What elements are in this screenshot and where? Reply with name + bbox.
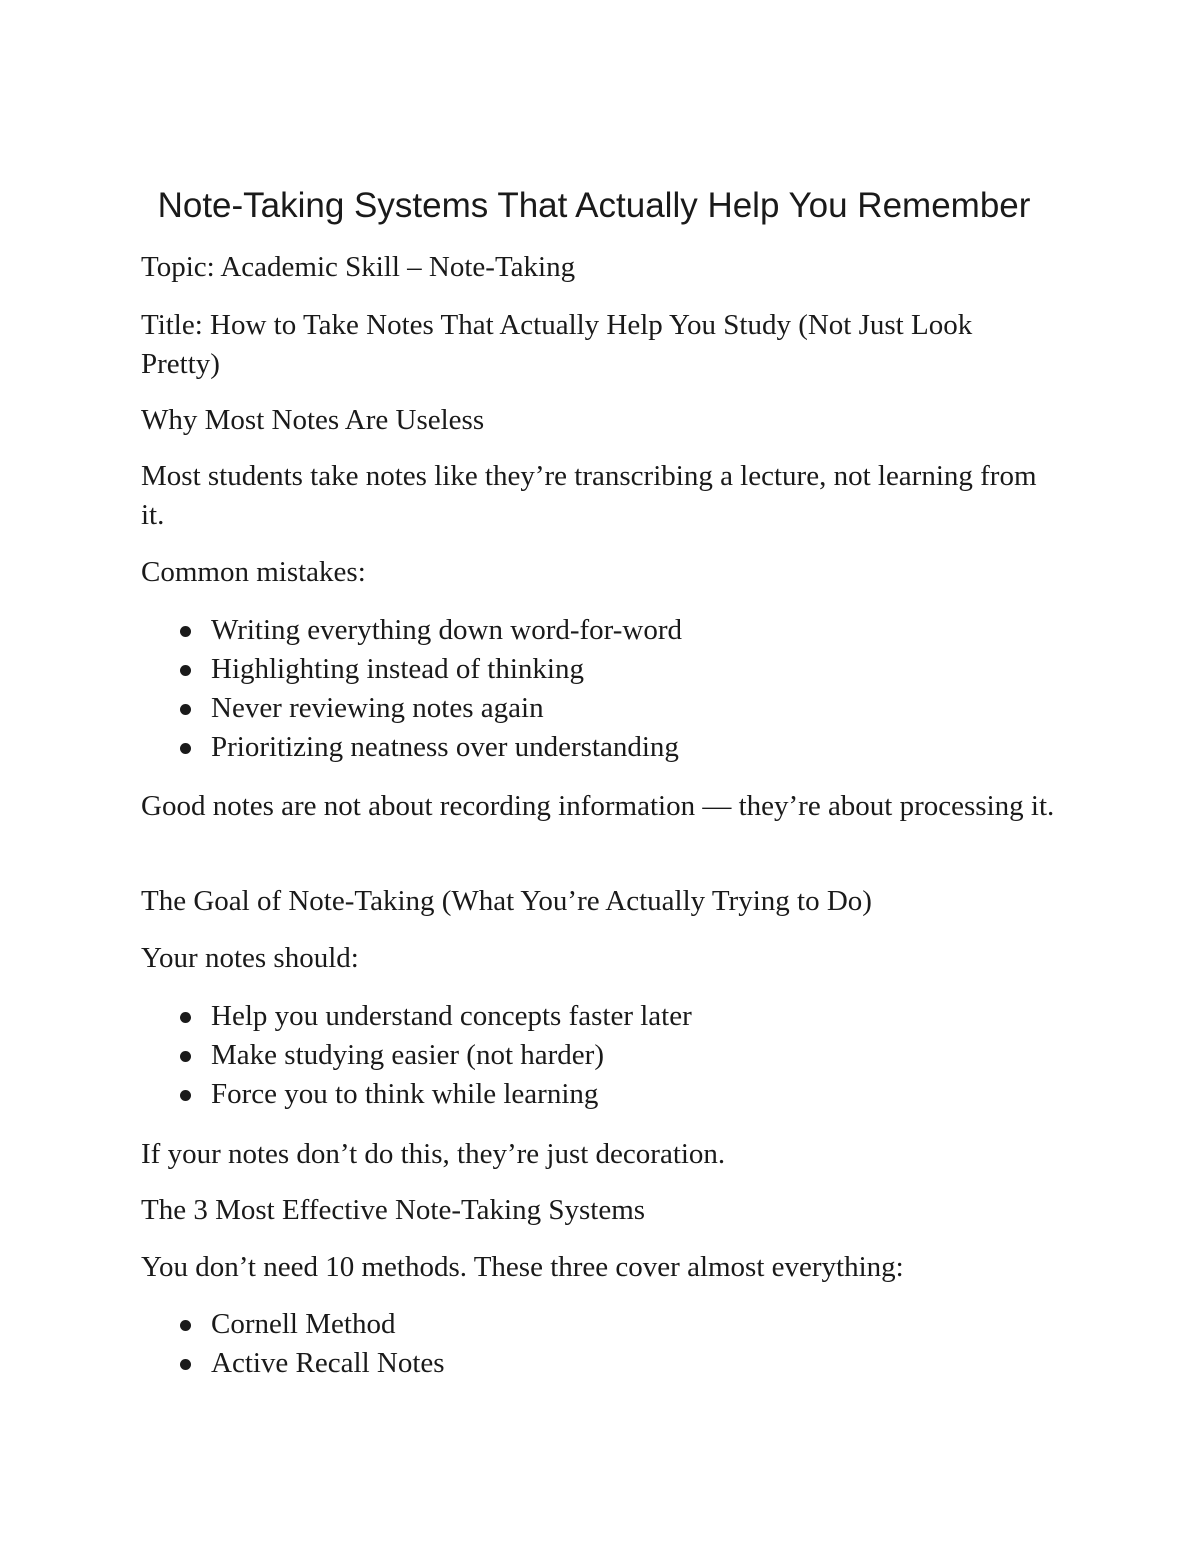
list-item xyxy=(141,728,1056,767)
systems-list xyxy=(141,1305,1056,1383)
section-heading-goal: The Goal of Note-Taking (What You’re Actually Trying to Do) xyxy=(141,885,872,917)
section-heading-why-notes-useless: Why Most Notes Are Useless xyxy=(141,404,485,436)
subtitle-line: Title: How to Take Notes That Actually Help You Study (Not Just Look Pretty) xyxy=(141,309,973,380)
bullet-icon xyxy=(180,1012,191,1023)
document-title: Note-Taking Systems That Actually Help You Remember xyxy=(157,186,1031,225)
list-item xyxy=(141,1344,1056,1383)
list-item-text: Never reviewing notes again xyxy=(211,692,544,724)
list-item-text: Force you to think while learning xyxy=(211,1078,599,1110)
list-item-text: Prioritizing neatness over understanding xyxy=(211,731,679,763)
topic-line: Topic: Academic Skill – Note-Taking xyxy=(141,251,576,283)
list-item-text: Highlighting instead of thinking xyxy=(211,653,584,685)
bullet-icon xyxy=(180,626,191,637)
list-item-text: Help you understand concepts faster later xyxy=(211,1000,692,1032)
bullet-icon xyxy=(180,1359,191,1370)
section-conclusion-paragraph: Good notes are not about recording information — they’re about processing it. xyxy=(141,790,1055,822)
bullet-icon xyxy=(180,665,191,676)
goals-list xyxy=(141,997,1056,1114)
goals-label: Your notes should: xyxy=(141,942,359,974)
bullet-icon xyxy=(180,704,191,715)
list-item-text: Cornell Method xyxy=(211,1308,396,1340)
list-item xyxy=(141,1036,1056,1075)
bullet-icon xyxy=(180,1320,191,1331)
bullet-icon xyxy=(180,1051,191,1062)
goals-conclusion-paragraph: If your notes don’t do this, they’re just decoration. xyxy=(141,1138,726,1170)
list-item xyxy=(141,650,1056,689)
mistakes-list xyxy=(141,611,1056,767)
section-intro-paragraph: Most students take notes like they’re transcribing a lecture, not learning from it. xyxy=(141,460,1037,531)
list-item xyxy=(141,1305,1056,1344)
list-item-text: Make studying easier (not harder) xyxy=(211,1039,604,1071)
list-item-text: Writing everything down word-for-word xyxy=(211,614,682,646)
list-item xyxy=(141,1075,1056,1114)
list-item xyxy=(141,611,1056,650)
list-item xyxy=(141,689,1056,728)
section-heading-systems: The 3 Most Effective Note-Taking Systems xyxy=(141,1194,646,1226)
bullet-icon xyxy=(180,743,191,754)
list-item xyxy=(141,997,1056,1036)
mistakes-label: Common mistakes: xyxy=(141,556,366,588)
bullet-icon xyxy=(180,1090,191,1101)
list-item-text: Active Recall Notes xyxy=(211,1347,445,1379)
systems-intro-paragraph: You don’t need 10 methods. These three cover almost everything: xyxy=(141,1251,904,1283)
